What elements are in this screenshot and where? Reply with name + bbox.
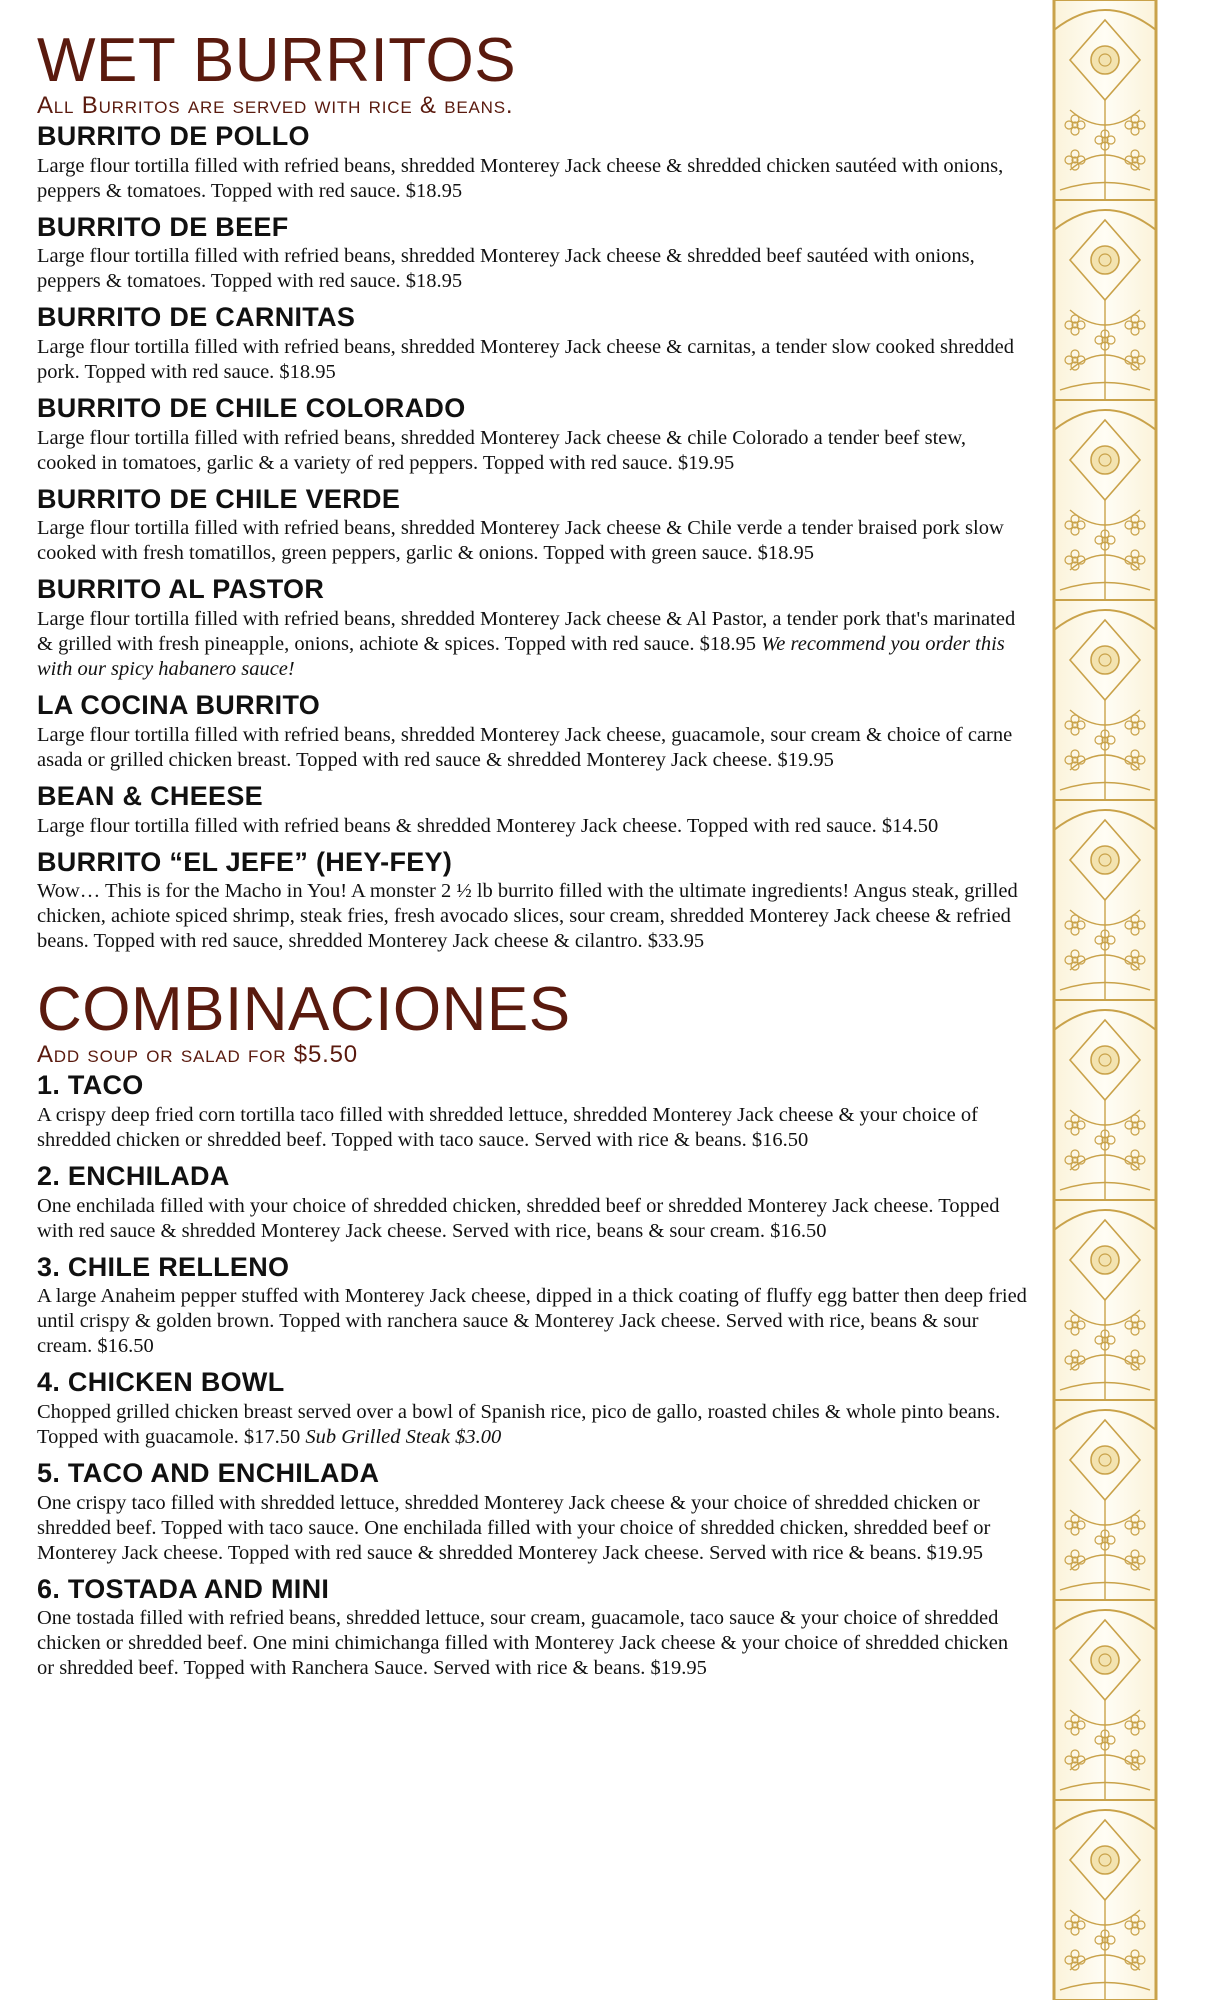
- menu-item: [37, 1575, 1027, 1682]
- item-description: [37, 335, 1027, 385]
- section-title: COMBINACIONES: [37, 975, 571, 1045]
- item-description: [37, 1491, 1027, 1566]
- item-name: BURRITO “EL JEFE” (HEY-FEY): [37, 846, 453, 877]
- menu-item: [37, 1071, 1027, 1153]
- item-name: 5. TACO AND ENCHILADA: [37, 1457, 380, 1488]
- menu-item: [37, 1253, 1027, 1360]
- item-description: [37, 516, 1027, 566]
- item-description-text: Large flour tortilla filled with refried beans, shredded Monterey Jack cheese & shredded beef sautéed with onions, peppers & tomatoes. Topped with red sauce. $18.95: [37, 245, 975, 293]
- menu-item: [37, 394, 1027, 476]
- menu-item: [37, 213, 1027, 295]
- item-description-text: One enchilada filled with your choice of shredded chicken, shredded beef or shredded Monterey Jack cheese. Topped with red sauce & shredded Monterey Jack cheese. Served with rice, beans & sour cream. $16.50: [37, 1194, 1000, 1242]
- menu-item: [37, 1459, 1027, 1566]
- section-subtitle: Add soup or salad for $5.50: [37, 1041, 358, 1069]
- item-name: LA COCINA BURRITO: [37, 690, 321, 721]
- menu-item: [37, 848, 1027, 955]
- item-description-text: A large Anaheim pepper stuffed with Monterey Jack cheese, dipped in a thick coating of fluffy egg batter then deep fried until crispy & golden brown. Topped with ranchera sauce & Monterey Jack cheese. Served with rice, beans & sour cream. $16.50: [37, 1285, 1027, 1358]
- menu-item: [37, 122, 1027, 204]
- item-description-text: Large flour tortilla filled with refried beans, shredded Monterey Jack cheese & chile Colorado a tender beef stew, cooked in tomatoes, garlic & a variety of red peppers. Topped with red sauce. $19.95: [37, 426, 966, 474]
- menu-item-list: [37, 1071, 1027, 1681]
- item-name: BURRITO DE CARNITAS: [37, 302, 356, 333]
- menu-item: [37, 303, 1027, 385]
- item-note: We recommend you order this with our spicy habanero sauce!: [37, 633, 1005, 681]
- combinaciones-section: [37, 975, 1027, 1681]
- item-description: [37, 814, 1027, 839]
- menu-item: [37, 1368, 1027, 1450]
- item-description-text: Large flour tortilla filled with refried beans, shredded Monterey Jack cheese & Chile verde a tender braised pork slow cooked with fresh tomatillos, green peppers, garlic & onions. Topped with green sauce. $18.95: [37, 517, 1004, 565]
- item-description-text: One tostada filled with refried beans, shredded lettuce, sour cream, guacamole, taco sauce & your choice of shredded chicken or shredded beef. One mini chimichanga filled with Monterey Jack cheese & your choice of shredded chicken or shredded beef. Topped with Ranchera Sauce. Served with rice & beans. $19.95: [37, 1607, 1009, 1680]
- menu-item-list: [37, 122, 1027, 954]
- menu-item: [37, 1162, 1027, 1244]
- item-description-text: Large flour tortilla filled with refried beans, shredded Monterey Jack cheese, guacamole, sour cream & choice of carne asada or grilled chicken breast. Topped with red sauce & shredded Monterey Jack cheese. $19.95: [37, 723, 1013, 771]
- item-description: [37, 1103, 1027, 1153]
- item-name: BURRITO DE CHILE VERDE: [37, 483, 401, 514]
- item-name: BURRITO AL PASTOR: [37, 574, 325, 605]
- item-name: 1. TACO: [37, 1070, 144, 1101]
- item-name: BURRITO DE POLLO: [37, 121, 310, 151]
- item-description: [37, 607, 1027, 682]
- item-description: [37, 1400, 1027, 1450]
- item-description-text: One crispy taco filled with shredded lettuce, shredded Monterey Jack cheese & your choice of shredded chicken or shredded beef. Topped with taco sauce. One enchilada filled with your choice of shredded chicken, shredded beef or Monterey Jack cheese. Topped with red sauce & shredded Monterey Jack cheese. Served with rice & beans. $19.95: [37, 1491, 991, 1564]
- item-description: [37, 426, 1027, 476]
- item-name: BURRITO DE CHILE COLORADO: [37, 393, 466, 424]
- menu-item: [37, 691, 1027, 773]
- item-name: 3. CHILE RELLENO: [37, 1251, 290, 1282]
- item-description-text: Chopped grilled chicken breast served over a bowl of Spanish rice, pico de gallo, roasted chiles & whole pinto beans. Topped with guacamole. $17.50: [37, 1400, 1001, 1448]
- item-description: [37, 723, 1027, 773]
- menu-item: [37, 485, 1027, 567]
- item-description: [37, 879, 1027, 954]
- wet-burritos-section: [37, 26, 1027, 954]
- item-name: BEAN & CHEESE: [37, 780, 263, 811]
- section-title: WET BURRITOS: [37, 26, 517, 95]
- item-description-text: Large flour tortilla filled with refried beans, shredded Monterey Jack cheese & Al Pastor, a tender pork that's marinated & grilled with fresh pineapple, onions, achiote & spices. Topped with red sauce. $18.95: [37, 608, 1016, 656]
- item-description-text: A crispy deep fried corn tortilla taco filled with shredded lettuce, shredded Monterey Jack cheese & your choice of shredded chicken or shredded beef. Topped with taco sauce. Served with rice & beans. $16.50: [37, 1103, 978, 1151]
- item-description-text: Large flour tortilla filled with refried beans, shredded Monterey Jack cheese & shredded chicken sautéed with onions, peppers & tomatoes. Topped with red sauce. $18.95: [37, 154, 1004, 202]
- item-name: 4. CHICKEN BOWL: [37, 1367, 285, 1398]
- item-description: [37, 154, 1027, 204]
- item-description: [37, 1194, 1027, 1244]
- ornamental-gold-border-icon: [1030, 0, 1180, 2000]
- item-name: BURRITO DE BEEF: [37, 211, 289, 242]
- item-description-text: Large flour tortilla filled with refried beans, shredded Monterey Jack cheese & carnitas, a tender slow cooked shredded pork. Topped with red sauce. $18.95: [37, 336, 1014, 384]
- menu-item: [37, 782, 1027, 839]
- menu-content: [37, 26, 1027, 1690]
- item-description-text: Wow… This is for the Macho in You! A monster 2 ½ lb burrito filled with the ultimate ingredients! Angus steak, grilled chicken, achiote spiced shrimp, steak fries, fresh avocado slices, sour cream, shredded Monterey Jack cheese & refried beans. Topped with red sauce, shredded Monterey Jack cheese & cilantro. $33.95: [37, 880, 1018, 953]
- item-description: [37, 1606, 1027, 1681]
- menu-item: [37, 575, 1027, 682]
- section-subtitle: All Burritos are served with rice & beans.: [37, 92, 514, 119]
- item-description-text: Large flour tortilla filled with refried beans & shredded Monterey Jack cheese. Topped with red sauce. $14.50: [37, 814, 939, 837]
- item-name: 6. TOSTADA AND MINI: [37, 1573, 330, 1604]
- item-description: [37, 1284, 1027, 1359]
- item-name: 2. ENCHILADA: [37, 1160, 230, 1191]
- item-description: [37, 244, 1027, 294]
- item-note: Sub Grilled Steak $3.00: [305, 1425, 502, 1448]
